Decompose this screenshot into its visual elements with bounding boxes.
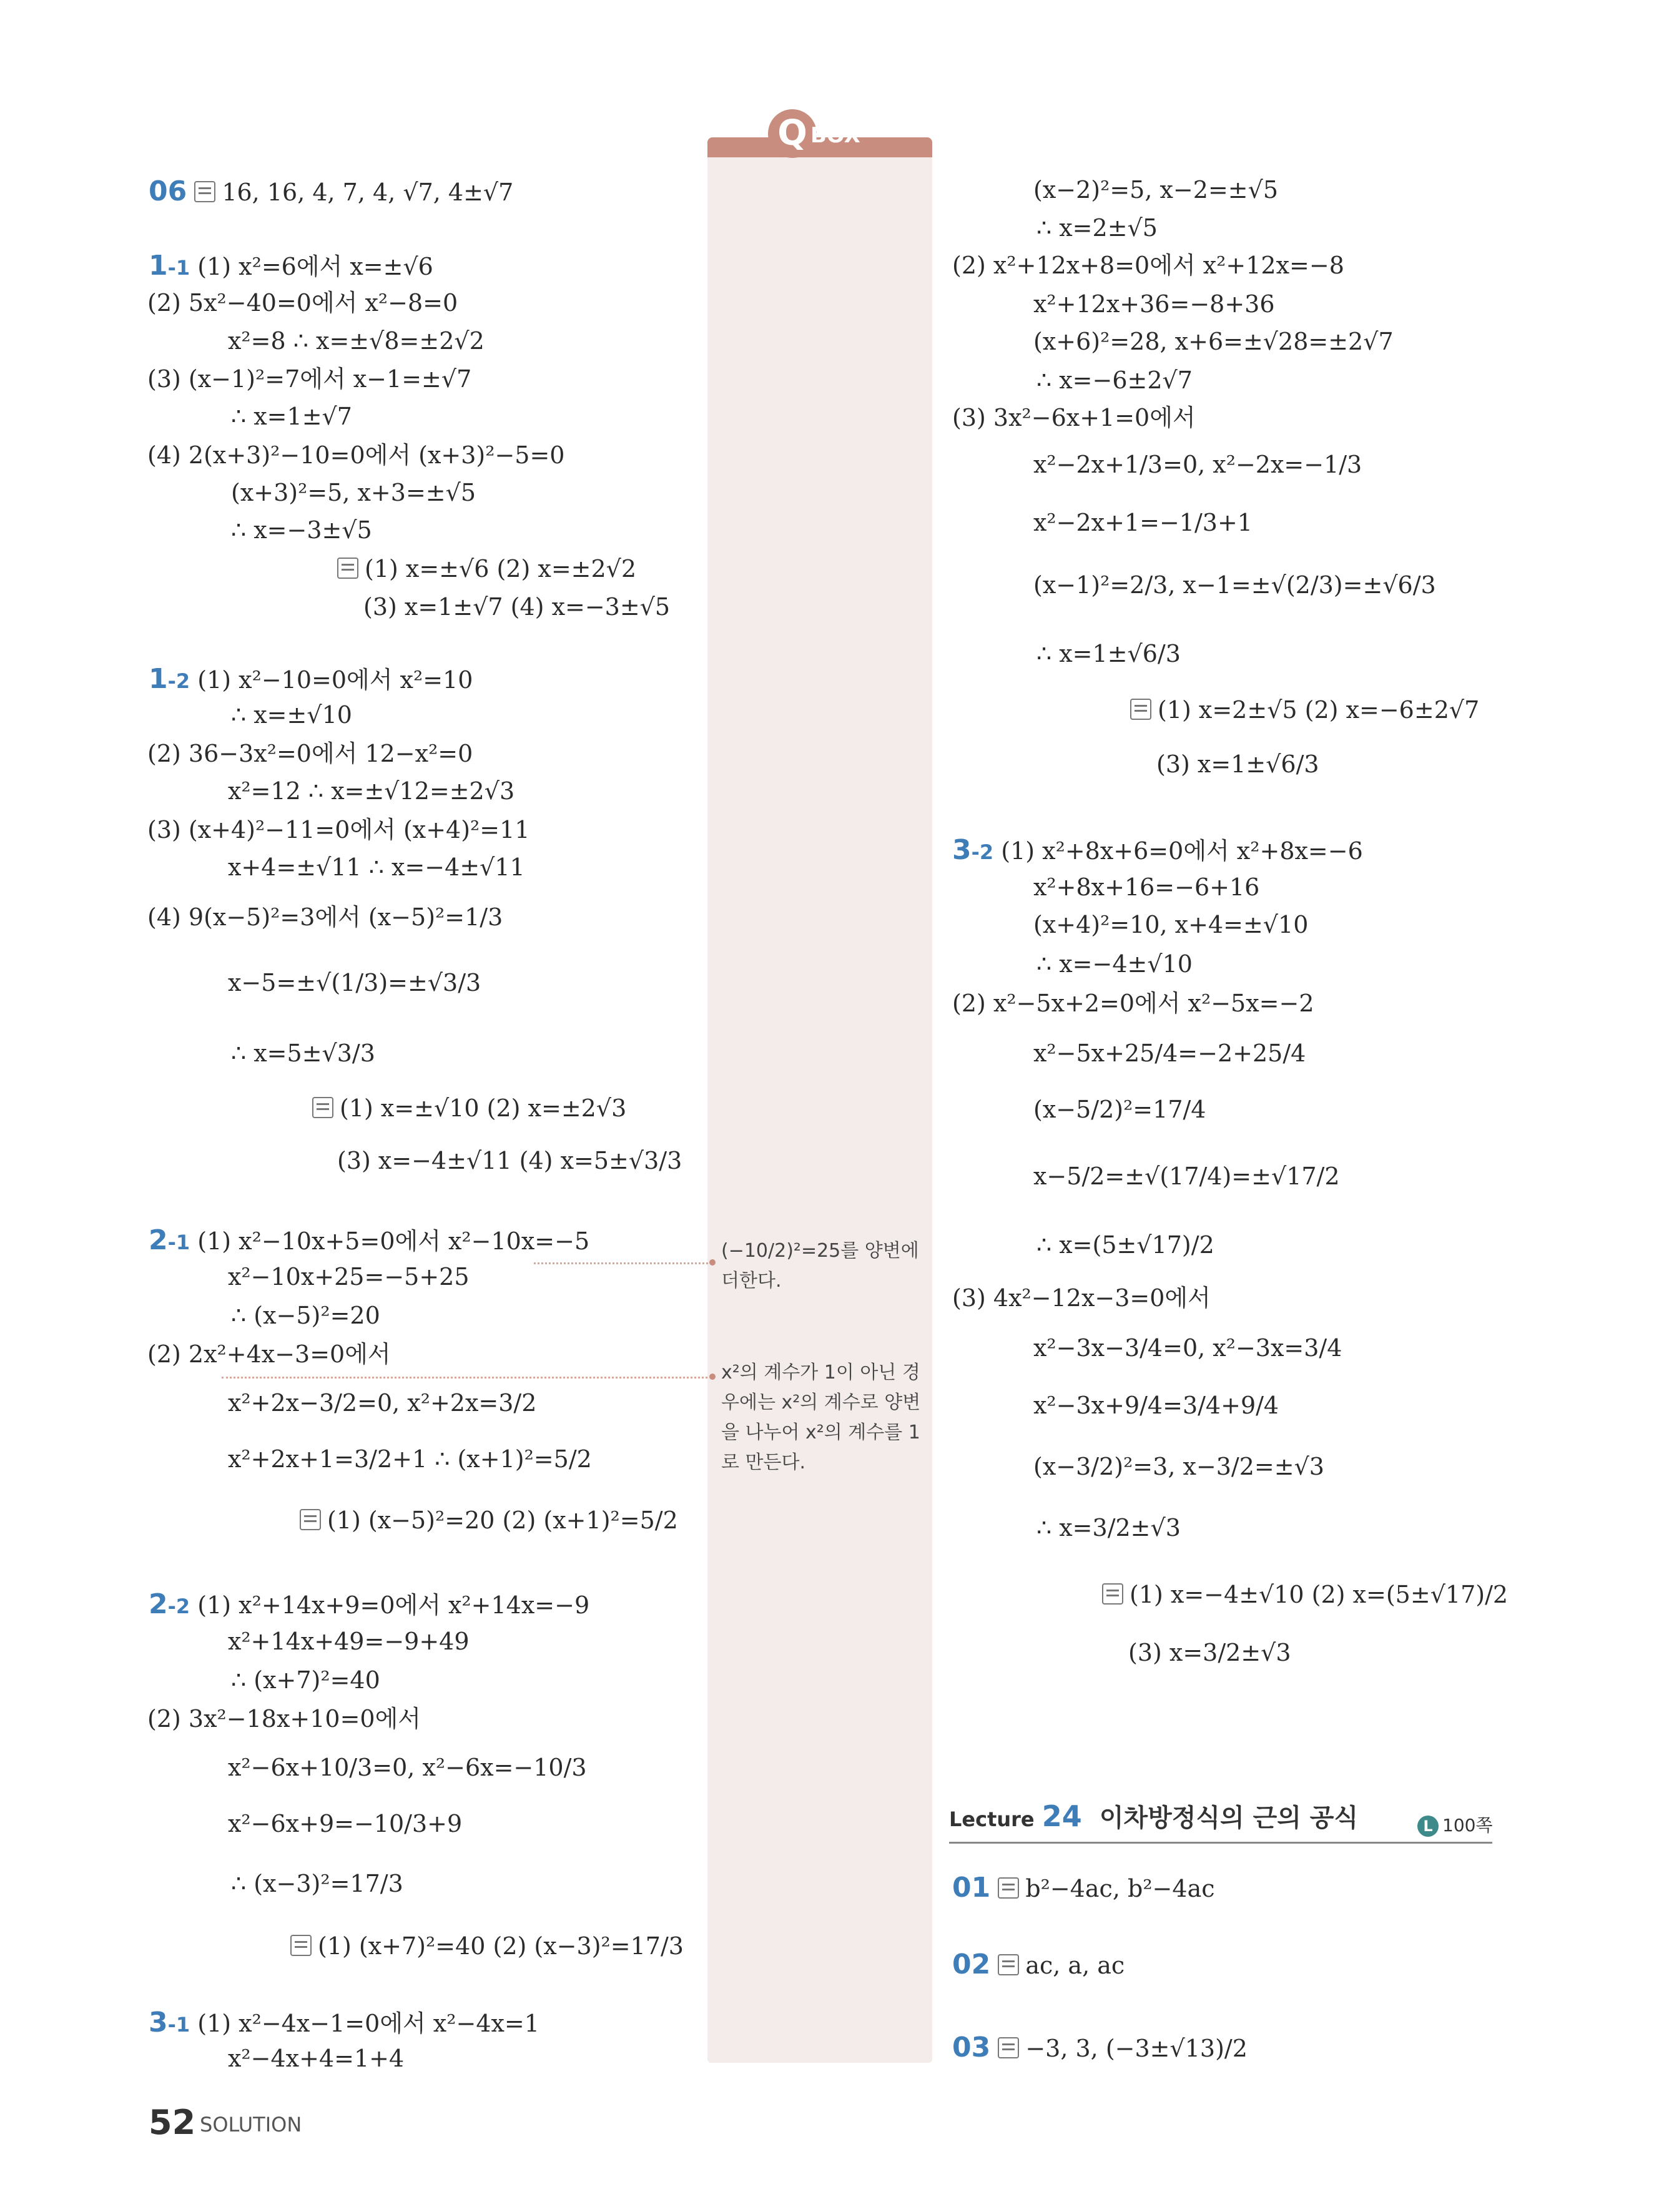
solution-line: x²−6x+9=−10/3+9 xyxy=(228,1810,463,1837)
answer-icon xyxy=(300,1509,321,1530)
solution-line: ∴ x=5±√3/3 xyxy=(231,1040,375,1067)
answer-line: (3) x=3/2±√3 xyxy=(1128,1639,1291,1666)
answer-icon xyxy=(290,1935,312,1956)
solution-line: ∴ x=−3±√5 xyxy=(231,516,372,544)
solution-line: (2) 2x²+4x−3=0에서 xyxy=(147,1340,391,1368)
answer-icon xyxy=(998,1877,1019,1899)
solution-line: (x−3/2)²=3, x−3/2=±√3 xyxy=(1033,1453,1324,1480)
lecture-header xyxy=(949,1798,1492,1834)
solution-line: (x−2)²=5, x−2=±√5 xyxy=(1033,176,1279,204)
solution-line: ∴ x=−6±2√7 xyxy=(1036,366,1193,394)
solution-line: ∴ x=1±√6/3 xyxy=(1036,640,1181,667)
solution-line: (3) 3x²−6x+1=0에서 xyxy=(952,404,1196,431)
lecture-number: 24 xyxy=(1041,1799,1082,1833)
answer-icon xyxy=(998,2037,1019,2058)
solution-line: x²−2x+1=−1/3+1 xyxy=(1033,509,1253,536)
solution-line: (2) x²−5x+2=0에서 x²−5x=−2 xyxy=(952,990,1314,1017)
solution-line: x−5/2=±√(17/4)=±√17/2 xyxy=(1033,1163,1340,1190)
solution-line: (2) x²+12x+8=0에서 x²+12x=−8 xyxy=(952,252,1344,279)
solution-line: x+4=±√11 ∴ x=−4±√11 xyxy=(228,853,525,881)
solution-line: x²−2x+1/3=0, x²−2x=−1/3 xyxy=(1033,451,1362,478)
solution-line: ∴ x=3/2±√3 xyxy=(1036,1514,1181,1541)
problem-06: 06 16, 16, 4, 7, 4, √7, 4±√7 xyxy=(149,175,514,207)
solution-line: (2) 36−3x²=0에서 12−x²=0 xyxy=(147,740,473,767)
problem-1-2: 1-2 (1) x²−10=0에서 x²=10 xyxy=(149,663,473,695)
solution-line: x²−10x+25=−5+25 xyxy=(228,1263,470,1290)
solution-line: (3) (x+4)²−11=0에서 (x+4)²=11 xyxy=(147,816,530,843)
problem-2-2: 2-2 (1) x²+14x+9=0에서 x²+14x=−9 xyxy=(149,1588,590,1620)
problem-1-1: 1-1 (1) x²=6에서 x=±√6 xyxy=(149,250,433,282)
solution-line: (3) 4x²−12x−3=0에서 xyxy=(952,1284,1211,1312)
problem-01: 01 b²−4ac, b²−4ac xyxy=(952,1872,1215,1904)
qbox-sidebar xyxy=(707,140,932,2063)
solution-line: x²=12 ∴ x=±√12=±2√3 xyxy=(228,777,515,805)
solution-line: ∴ x=−4±√10 xyxy=(1036,950,1193,978)
qbox-label: BOX xyxy=(810,123,860,148)
lecture-title: 이차방정식의 근의 공식 xyxy=(1099,1804,1359,1832)
problem-3-1: 3-1 (1) x²−4x−1=0에서 x²−4x=1 xyxy=(149,2007,539,2038)
answer-icon xyxy=(337,558,358,579)
lecture-badge-icon: L xyxy=(1417,1816,1439,1837)
solution-line: (2) 3x²−18x+10=0에서 xyxy=(147,1705,421,1733)
solution-line: (2) 5x²−40=0에서 x²−8=0 xyxy=(147,289,458,317)
note-2-connector xyxy=(222,1377,712,1379)
solution-line: ∴ x=2±√5 xyxy=(1036,214,1158,242)
solution-line: (x+3)²=5, x+3=±√5 xyxy=(231,479,476,506)
lecture-page-ref xyxy=(1417,1812,1493,1837)
answer-line: (1) x=±√10 (2) x=±2√3 xyxy=(312,1096,626,1120)
solution-line: x²=8 ∴ x=±√8=±2√2 xyxy=(228,327,485,355)
solution-line: (4) 2(x+3)²−10=0에서 (x+3)²−5=0 xyxy=(147,441,565,469)
qbox-logo xyxy=(768,109,871,165)
solution-line: ∴ x=1±√7 xyxy=(231,403,352,430)
lecture-ref-page: 100쪽 xyxy=(1442,1815,1493,1836)
solution-line: x²+14x+49=−9+49 xyxy=(228,1628,470,1655)
page-label: SOLUTION xyxy=(200,2113,302,2136)
lecture-label: Lecture xyxy=(949,1807,1035,1831)
note-1-connector xyxy=(534,1262,712,1264)
solution-line: x²−3x+9/4=3/4+9/4 xyxy=(1033,1392,1279,1419)
solution-line: x²+2x−3/2=0, x²+2x=3/2 xyxy=(228,1389,537,1417)
solution-line: ∴ (x−3)²=17/3 xyxy=(231,1870,403,1897)
solution-line: ∴ (x+7)²=40 xyxy=(231,1666,380,1694)
qbox-note-2: x²의 계수가 1이 아닌 경우에는 x²의 계수로 양변을 나누어 x²의 계수를 1로 만든다. xyxy=(721,1362,921,1473)
solution-line: x²+2x+1=3/2+1 ∴ (x+1)²=5/2 xyxy=(228,1445,592,1473)
solution-line: x−5=±√(1/3)=±√3/3 xyxy=(228,969,481,996)
answer-line: (1) (x+7)²=40 (2) (x−3)²=17/3 xyxy=(290,1934,684,1958)
solution-line: x²−5x+25/4=−2+25/4 xyxy=(1033,1040,1306,1067)
answer-line: (3) x=1±√7 (4) x=−3±√5 xyxy=(363,593,671,621)
page-number: 52 xyxy=(149,2103,196,2142)
problem-3-2: 3-2 (1) x²+8x+6=0에서 x²+8x=−6 xyxy=(952,834,1363,866)
answer-line: (1) x=±√6 (2) x=±2√2 xyxy=(337,557,636,581)
answer-icon xyxy=(1130,699,1151,720)
problem-03: 03 −3, 3, (−3±√13)/2 xyxy=(952,2032,1248,2063)
solution-line: ∴ x=(5±√17)/2 xyxy=(1036,1231,1214,1259)
lecture-divider xyxy=(949,1842,1492,1844)
solution-line: x²+8x+16=−6+16 xyxy=(1033,873,1260,901)
solution-line: ∴ x=±√10 xyxy=(231,701,352,729)
answer-icon xyxy=(194,181,215,202)
answer-icon xyxy=(998,1954,1019,1975)
solution-line: x²+12x+36=−8+36 xyxy=(1033,290,1275,318)
answer-line: (1) x=2±√5 (2) x=−6±2√7 xyxy=(1130,698,1479,722)
solution-line: (x+4)²=10, x+4=±√10 xyxy=(1033,911,1309,938)
solution-line: x²−6x+10/3=0, x²−6x=−10/3 xyxy=(228,1754,587,1781)
solution-line: (3) (x−1)²=7에서 x−1=±√7 xyxy=(147,365,472,393)
note-1-marker xyxy=(709,1259,716,1266)
solution-line: ∴ (x−5)²=20 xyxy=(231,1302,380,1329)
solution-line: x²−4x+4=1+4 xyxy=(228,2045,405,2072)
problem-2-1: 2-1 (1) x²−10x+5=0에서 x²−10x=−5 xyxy=(149,1224,590,1256)
solution-line: (x−5/2)²=17/4 xyxy=(1033,1096,1206,1123)
problem-02: 02 ac, a, ac xyxy=(952,1949,1125,1980)
qbox-q-letter: Q xyxy=(768,109,817,158)
solution-line: (x−1)²=2/3, x−1=±√(2/3)=±√6/3 xyxy=(1033,571,1436,599)
answer-icon xyxy=(312,1097,333,1118)
solution-line: x²−3x−3/4=0, x²−3x=3/4 xyxy=(1033,1334,1342,1362)
answer-icon xyxy=(1102,1583,1123,1605)
qbox-note-1: (−10/2)²=25를 양변에 더한다. xyxy=(721,1240,919,1292)
note-2-marker xyxy=(709,1374,716,1380)
answer-line: (3) x=−4±√11 (4) x=5±√3/3 xyxy=(337,1147,682,1174)
solution-line: (4) 9(x−5)²=3에서 (x−5)²=1/3 xyxy=(147,903,503,931)
answer-line: (3) x=1±√6/3 xyxy=(1156,750,1319,778)
answer-line: (1) (x−5)²=20 (2) (x+1)²=5/2 xyxy=(300,1508,678,1532)
answer-line: (1) x=−4±√10 (2) x=(5±√17)/2 xyxy=(1102,1583,1508,1606)
solution-line: (x+6)²=28, x+6=±√28=±2√7 xyxy=(1033,328,1394,355)
